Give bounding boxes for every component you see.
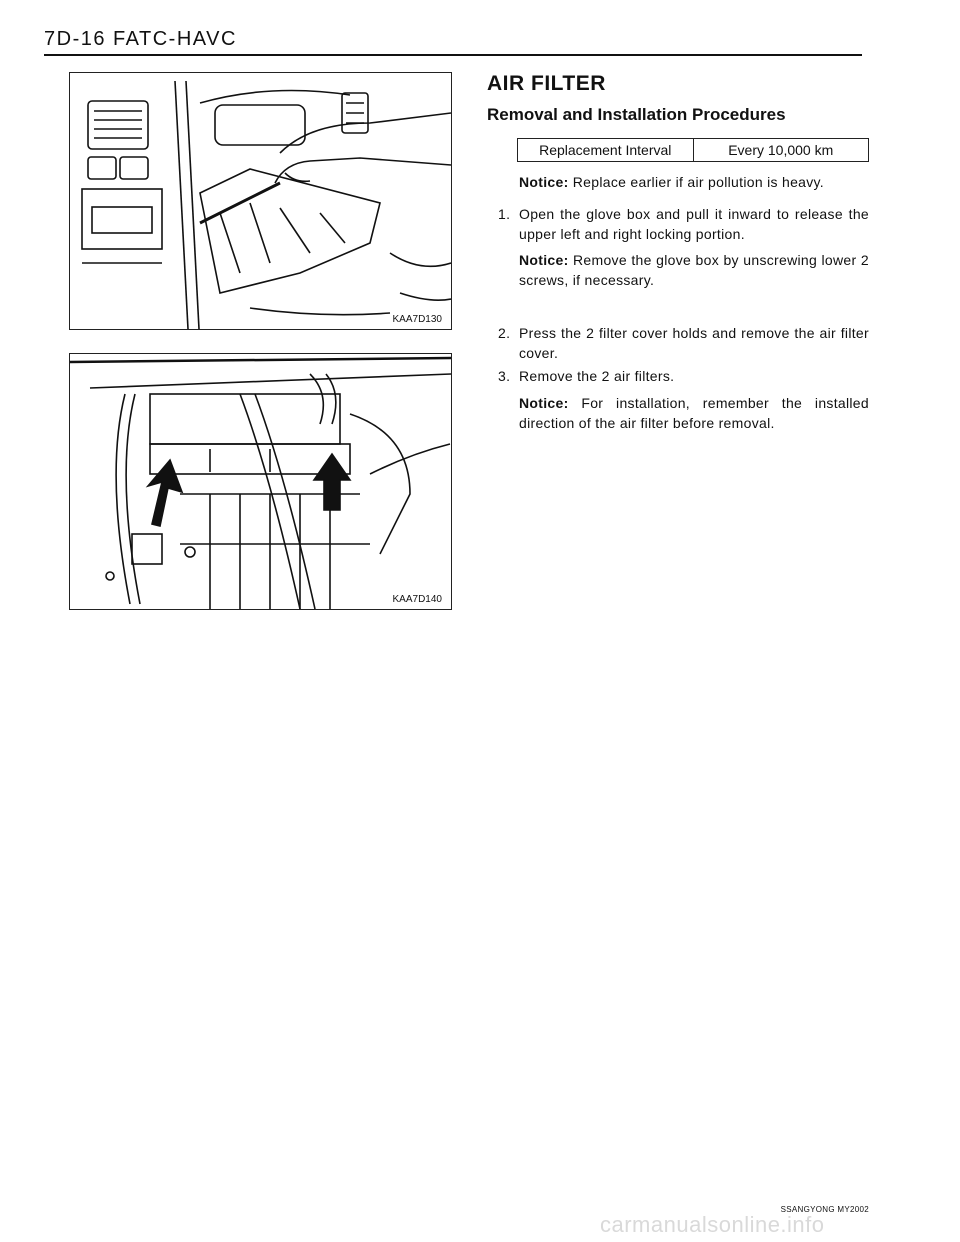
watermark: carmanualsonline.info — [600, 1212, 825, 1237]
figure-glove-box — [69, 72, 452, 330]
figure-air-filter — [69, 353, 452, 610]
page-footer: SSANGYONG MY2002 — [780, 1205, 869, 1214]
notice-label: Notice: — [519, 252, 569, 268]
notice-text: Replace earlier if air pollution is heavy. — [572, 174, 825, 190]
air-filter-illustration — [70, 354, 451, 609]
step-text: Open the glove box and pull it inward to release the upper left and right locking portion. — [519, 206, 869, 242]
table-row — [518, 139, 869, 162]
step-3-notice — [519, 393, 869, 433]
interval-value-cell: Every 10,000 km — [693, 139, 869, 162]
notice-label: Notice: — [519, 174, 569, 190]
step-text: Press the 2 filter cover holds and remove the air filter cover. — [519, 325, 869, 361]
section-title: AIR FILTER — [487, 72, 606, 95]
step-text: Remove the 2 air filters. — [519, 368, 675, 384]
header-rule — [44, 54, 862, 56]
interval-notice — [519, 172, 869, 192]
step-3 — [498, 366, 869, 386]
notice-label: Notice: — [519, 395, 569, 411]
notice-text: For installation, remember the installed direction of the air filter before removal. — [519, 395, 869, 431]
interval-label-cell: Replacement Interval — [518, 139, 694, 162]
step-number: 2. — [498, 325, 511, 341]
step-2 — [498, 323, 869, 363]
notice-text: Remove the glove box by unscrewing lower 2 screws, if necessary. — [519, 252, 869, 288]
replacement-interval-table — [517, 138, 869, 162]
section-subtitle: Removal and Installation Procedures — [487, 105, 786, 124]
glove-box-illustration — [70, 73, 451, 329]
step-1-notice — [519, 250, 869, 290]
figure-label: KAA7D140 — [392, 594, 442, 605]
step-number: 1. — [498, 206, 511, 222]
figure-label: KAA7D130 — [392, 314, 442, 325]
step-number: 3. — [498, 368, 511, 384]
page-header: 7D-16 FATC-HAVC — [44, 28, 237, 50]
step-1 — [498, 204, 869, 244]
